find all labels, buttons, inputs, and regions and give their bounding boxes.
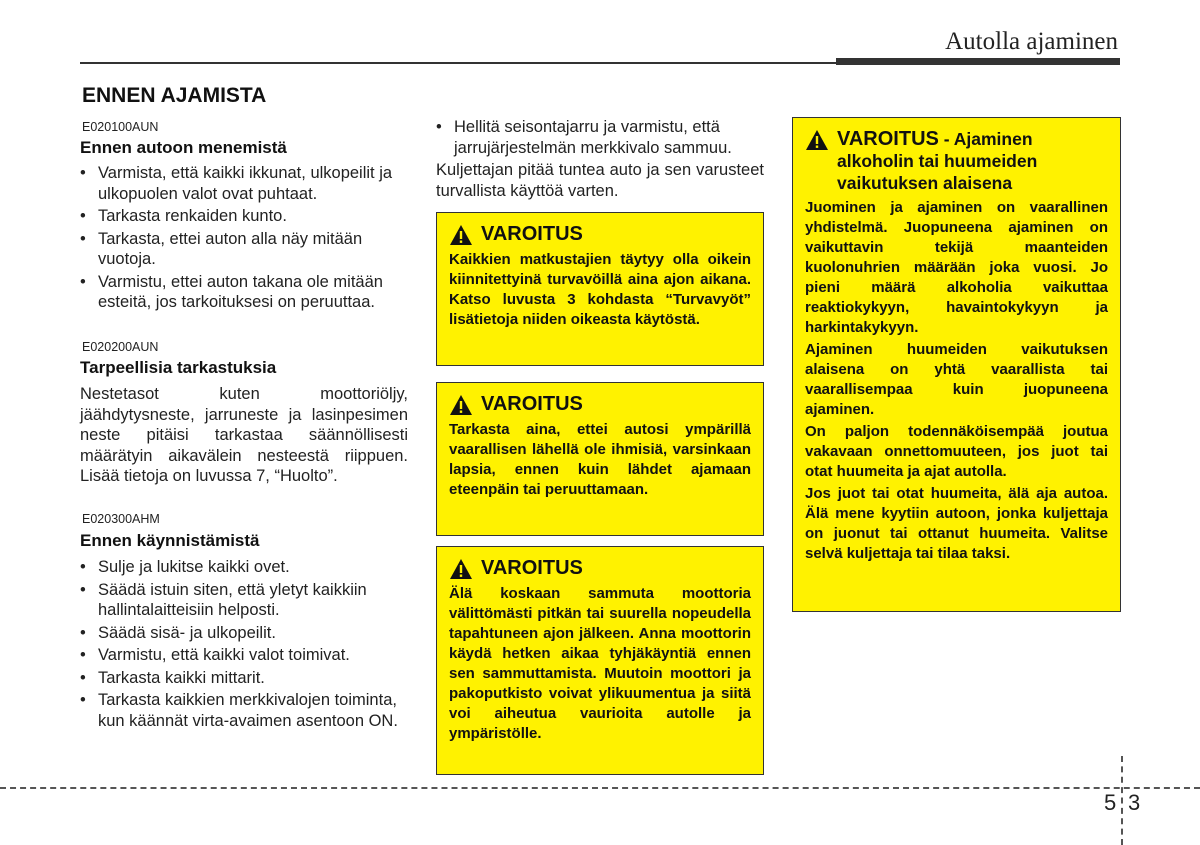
section-code: E020300AHM xyxy=(82,512,160,526)
checklist-before-entering xyxy=(80,163,410,315)
chapter-number: 5 xyxy=(1104,790,1117,815)
paragraph: Kuljettajan pitää tuntea auto ja sen varusteet turvallista käyttöä varten. xyxy=(436,161,764,200)
warning-title-main: VAROITUS xyxy=(837,128,939,150)
running-header: Autolla ajaminen xyxy=(945,28,1118,55)
warning-text: On paljon todennäköisempää joutua vakavaan onnettomuuteen, jos juot tai otat huumeita ja ajat autolla. xyxy=(805,423,1108,480)
warning-triangle-icon xyxy=(449,558,473,580)
subsection-heading: Tarpeellisia tarkastuksia xyxy=(80,358,277,377)
footer-rule xyxy=(0,787,1200,789)
footer-divider xyxy=(1121,756,1123,845)
warning-box-alcohol-drugs xyxy=(792,117,1121,612)
section-code: E020200AUN xyxy=(82,340,159,354)
section-title: ENNEN AJAMISTA xyxy=(82,84,267,107)
warning-title: VAROITUS xyxy=(481,393,583,415)
subsection-heading: Ennen autoon menemistä xyxy=(80,138,287,157)
list-item: • Tarkasta kaikkien merkkivalojen toiminta, kun käännät virta-avaimen asentoon ON. xyxy=(80,690,410,731)
warning-title xyxy=(837,128,1108,194)
list-item: • Säädä istuin siten, että yletyt kaikkiin hallintalaitteisiin helposti. xyxy=(80,580,410,621)
warning-triangle-icon xyxy=(449,224,473,246)
warning-subtitle: - Ajaminen alkoholin tai huumeiden vaikutuksen alaisena xyxy=(837,129,1038,193)
list-item: • Hellitä seisontajarru ja varmistu, että jarrujärjestelmän merkkivalo sammuu. xyxy=(436,117,766,158)
warning-text: Kaikkien matkustajien täytyy olla oikein kiinnitettyinä turvavöillä aina ajon aikana. Katso luvusta 3 kohdasta “Turvavyöt” lisätietoja niiden oikeasta käytöstä. xyxy=(449,251,751,328)
warning-triangle-icon xyxy=(449,394,473,416)
list-item: • Tarkasta renkaiden kunto. xyxy=(80,206,410,227)
warning-box-surroundings xyxy=(436,382,764,536)
warning-title: VAROITUS xyxy=(481,223,583,245)
warning-box-engine xyxy=(436,546,764,775)
list-item: • Säädä sisä- ja ulkopeilit. xyxy=(80,623,410,644)
warning-text: Ajaminen huumeiden vaikutuksen alaisena on yhtä vaarallista tai vaarallisempaa kuin juopuneena ajaminen. xyxy=(805,341,1108,418)
warning-text: Tarkasta aina, ettei autosi ympärillä vaarallisen lähellä ole ihmisiä, varsinkaan lapsia, ennen kuin lähdet ajamaan eteenpäin tai peruuttamaan. xyxy=(449,421,751,498)
warning-text: Juominen ja ajaminen on vaarallinen yhdistelmä. Juopuneena ajaminen on vaikuttavin tekijä maanteiden kuolonuhrien määrään joka vuosi. Jo pieni määrä alkoholia vaikuttaa reaktiokykyyn, havaintokykyyn ja harkintakykyyn. xyxy=(805,199,1108,336)
header-rule-bold xyxy=(836,58,1120,65)
list-item: • Tarkasta, ettei auton alla näy mitään vuotoja. xyxy=(80,229,410,270)
list-item: • Sulje ja lukitse kaikki ovet. xyxy=(80,557,410,578)
paragraph: Nestetasot kuten moottoriöljy, jäähdytysneste, jarruneste ja lasinpesimen neste pitäisi tarkastaa säännöllisesti määrätyin aikavälein nesteestä riippuen. Lisää tietoja on luvussa 7, “Huolto”. xyxy=(80,385,408,485)
warning-text: Älä koskaan sammuta moottoria välittömästi pitkän tai suurella nopeudella tapahtuneen ajon jälkeen. Anna moottorin käydä hetken aikaa tyhjäkäyntiä ennen sen sammuttamista. Muutoin moottori ja pakoputkisto voivat ylikuumentua ja siitä voi aiheutua vaurioita autolle ja ympäristölle. xyxy=(449,585,751,742)
warning-box-seatbelts xyxy=(436,212,764,366)
header-rule xyxy=(80,62,837,64)
list-item: • Varmistu, että kaikki valot toimivat. xyxy=(80,645,410,666)
warning-triangle-icon xyxy=(805,129,829,151)
section-code: E020100AUN xyxy=(82,120,159,134)
list-item: • Varmistu, ettei auton takana ole mitään esteitä, jos tarkoituksesi on peruuttaa. xyxy=(80,272,410,313)
page-number: 3 xyxy=(1128,790,1141,815)
warning-title: VAROITUS xyxy=(481,557,583,579)
warning-text: Jos juot tai otat huumeita, älä aja autoa. Älä mene kyytiin autoon, jonka kuljettaja on juonut tai ottanut huumeita. Valitse selvä kuljettaja tai tilaa taksi. xyxy=(805,485,1108,562)
list-item: • Tarkasta kaikki mittarit. xyxy=(80,668,410,689)
list-item: • Varmista, että kaikki ikkunat, ulkopeilit ja ulkopuolen valot ovat puhtaat. xyxy=(80,163,410,204)
checklist-continued xyxy=(436,117,766,160)
checklist-before-starting xyxy=(80,557,410,733)
subsection-heading: Ennen käynnistämistä xyxy=(80,531,260,550)
